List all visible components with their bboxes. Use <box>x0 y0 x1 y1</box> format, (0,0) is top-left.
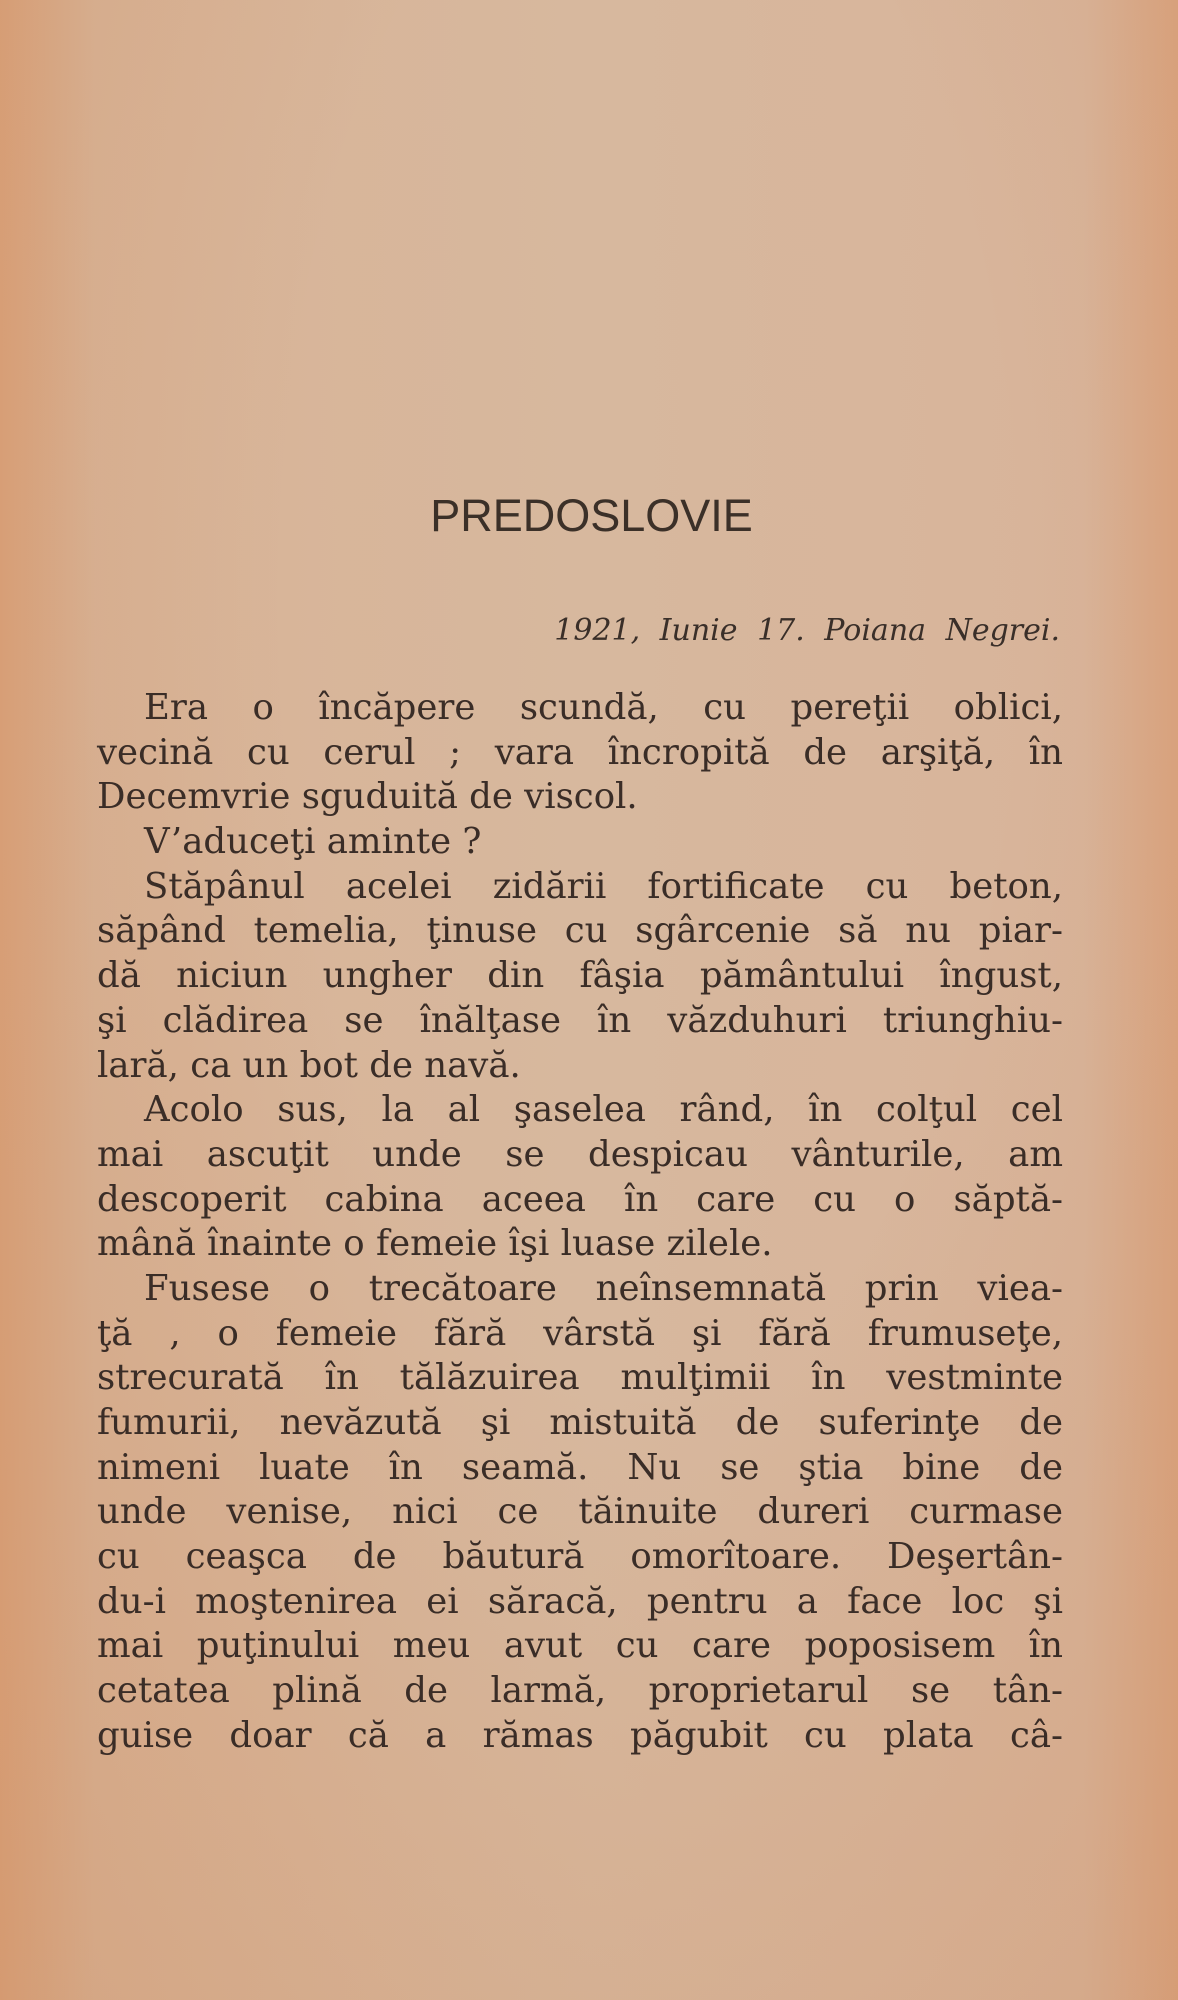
body-text <box>97 686 1063 1759</box>
text-line: Stăpânul acelei zidării fortificate cu beton, <box>144 865 1063 907</box>
text-line: mână înainte o femeie îşi luase zilele. <box>97 1223 773 1265</box>
text-line: cu ceaşca de băutură omorîtoare. Deşertân- <box>97 1536 1063 1578</box>
text-line: ţă , o femeie fără vârstă şi fără frumuseţe, <box>97 1312 1063 1354</box>
text-line: guise doar că a rămas păgubit cu plata câ- <box>97 1714 1063 1756</box>
chapter-title: PREDOSLOVIE <box>430 490 753 541</box>
text-line: strecurată în tălăzuirea mulţimii în vestminte <box>97 1357 1063 1399</box>
text-line: cetatea plină de larmă, proprietarul se tân- <box>97 1670 1063 1712</box>
text-line: săpând temelia, ţinuse cu sgârcenie să nu piar- <box>97 910 1063 952</box>
text-line: şi clădirea se înălţase în văzduhuri triunghiu- <box>97 999 1063 1041</box>
text-line: Fusese o trecătoare neînsemnată prin viea- <box>144 1267 1063 1309</box>
text-line: vecină cu cerul ; vara încropită de arşiţă, în <box>97 731 1063 773</box>
text-line: descoperit cabina aceea în care cu o săptă- <box>97 1178 1063 1220</box>
text-line: V’aduceţi aminte ? <box>144 821 482 863</box>
text-line: du-i moştenirea ei săracă, pentru a face loc şi <box>97 1580 1063 1622</box>
text-line: Era o încăpere scundă, cu pereţii oblici, <box>144 687 1063 728</box>
text-line: nimeni luate în seamă. Nu se ştia bine de <box>97 1446 1063 1488</box>
text-line: Decemvrie sguduită de viscol. <box>97 776 638 818</box>
text-line: lară, ca un bot de navă. <box>97 1044 521 1086</box>
dateline: 1921, Iunie 17. Poiana Negrei. <box>554 613 1060 648</box>
text-line: mai ascuţit unde se despicau vânturile, am <box>97 1133 1063 1175</box>
text-line: mai puţinului meu avut cu care poposisem în <box>97 1625 1063 1667</box>
text-line: dă niciun ungher din fâşia pământului îngust, <box>97 955 1063 997</box>
text-line: fumurii, nevăzută şi mistuită de suferinţe de <box>97 1402 1063 1443</box>
text-line: Acolo sus, la al şaselea rând, în colţul cel <box>144 1089 1063 1131</box>
text-line: unde venise, nici ce tăinuite dureri curmase <box>97 1491 1063 1533</box>
